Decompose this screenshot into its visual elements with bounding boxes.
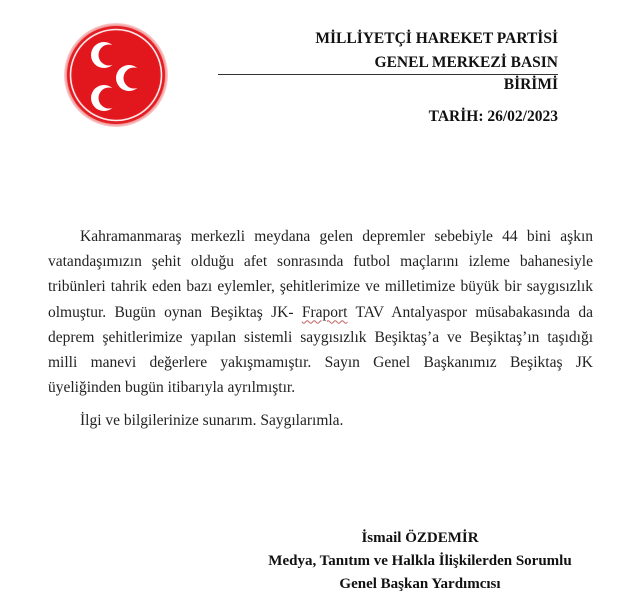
letterhead <box>315 27 558 95</box>
signatory-name: İsmail ÖZDEMİR <box>361 530 479 546</box>
mhp-logo <box>63 22 169 128</box>
spellcheck-flagged-word: Fraport <box>301 303 348 321</box>
signatory-title-cont: Genel Başkan Yardımcısı <box>339 576 501 592</box>
paragraph-text: Kahramanmaraş merkezli meydana gelen depremler sebebiyle 44 bini aşkın vatandaşımızın şehit olduğu afet sonrasında futbol maçlarını izleme bahanesiyle tribünleri tahrik eden bazı eylemler, şehitlerimize ve milletimize büyük bir saygısızlık olmuştur. Bugün oynan Beşiktaş JK- <box>48 228 593 321</box>
department-name: GENEL MERKEZİ BASIN <box>374 54 558 71</box>
signature-block <box>240 527 600 596</box>
header-divider <box>218 74 558 75</box>
party-name: MİLLİYETÇİ HAREKET PARTİSİ <box>315 30 558 47</box>
statement-paragraph <box>48 224 593 400</box>
statement-body <box>48 224 593 434</box>
department-name-cont: BİRİMİ <box>503 76 558 93</box>
document-date: TARİH: 26/02/2023 <box>428 108 558 125</box>
three-crescents-icon <box>63 22 169 128</box>
closing-line: İlgi ve bilgilerinize sunarım. Saygılarımla. <box>80 412 344 430</box>
signatory-title: Medya, Tanıtım ve Halkla İlişkilerden Sorumlu <box>268 553 572 569</box>
paragraph-text-cont: TAV Antalyaspor müsabakasında da deprem şehitlerimize yapılan sistemli saygısızlık Beşiktaş’a ve Beşiktaş’ın taşıdığı milli manevi değerlere yakışmamıştır. Sayın Genel Başkanımız Beşiktaş JK üyeliğinden bugün itibarıyla ayrılmıştır. <box>48 303 593 397</box>
